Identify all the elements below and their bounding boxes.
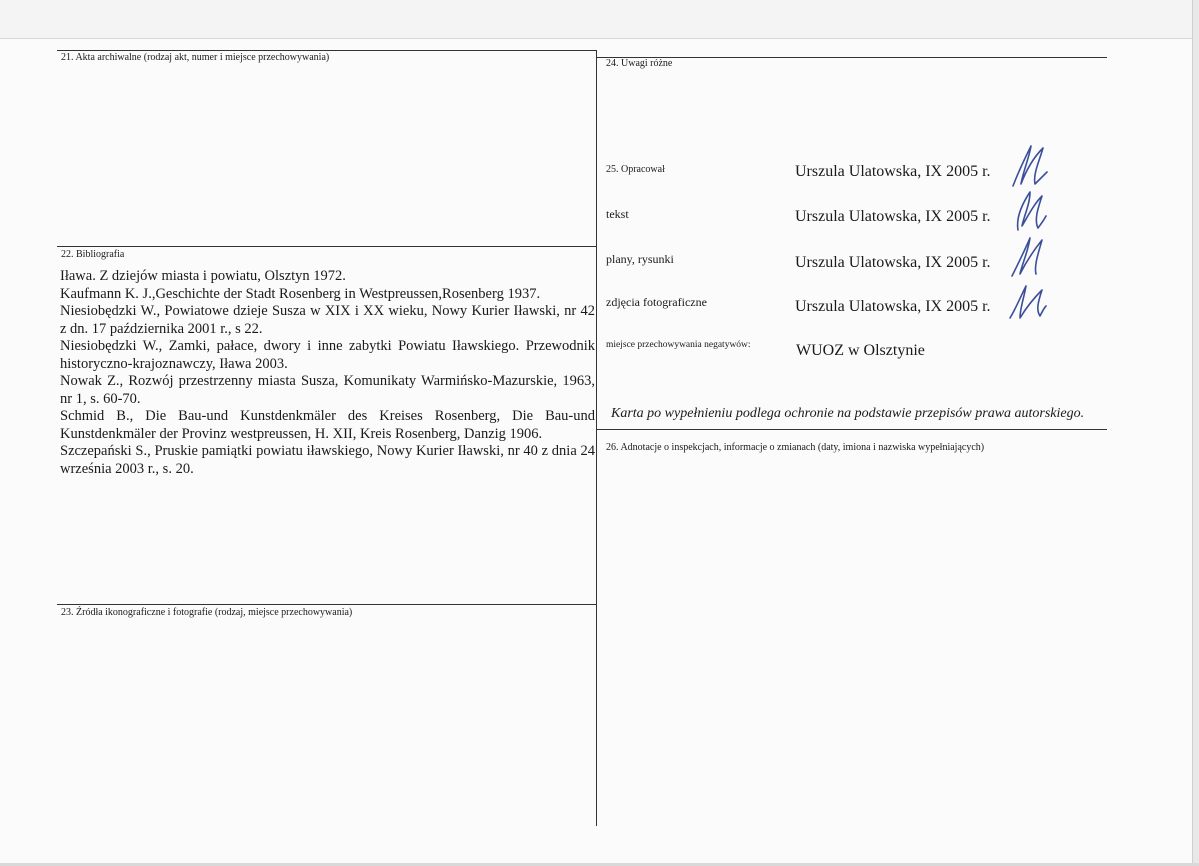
signature-plans xyxy=(1006,232,1048,280)
rule-center-divider xyxy=(596,50,597,826)
bibliography-entry: Kaufmann K. J.,Geschichte der Stadt Rosenberg in Westpreussen,Rosenberg 1937. xyxy=(60,285,541,302)
negatives-label: miejsce przechowywania negatywów: xyxy=(606,340,751,350)
section-21-label: 21. Akta archiwalne (rodzaj akt, numer i miejsce przechowywania) xyxy=(61,52,330,63)
section-25-label: 25. Opracował xyxy=(606,164,665,175)
bibliography-entry: Niesiobędzki W., Zamki, pałace, dwory i inne zabytki Powiatu Iławskiego. Przewodnik historyczno-krajoznawczy, Iława 2003. xyxy=(60,338,595,372)
photos-row-label: zdjęcia fotograficzne xyxy=(606,295,707,309)
author-value: Urszula Ulatowska, IX 2005 r. xyxy=(795,163,991,180)
signature-text xyxy=(1008,186,1050,234)
plans-row-value: Urszula Ulatowska, IX 2005 r. xyxy=(795,254,991,271)
copyright-note: Karta po wypełnieniu podlega ochronie na podstawie przepisów prawa autorskiego. xyxy=(611,406,1085,421)
bibliography-entry: Iława. Z dziejów miasta i powiatu, Olsztyn 1972. xyxy=(60,268,346,284)
rule-s22 xyxy=(57,246,597,247)
section-26-label: 26. Adnotacje o inspekcjach, informacje o zmianach (daty, imiona i nazwiska wypełniających) xyxy=(606,442,985,453)
rule-top-left xyxy=(57,50,597,51)
bibliography-entry: Szczepański S., Pruskie pamiątki powiatu iławskiego, Nowy Kurier Iławski, nr 40 z dnia 24 września 2003 r., s. 20. xyxy=(60,443,595,477)
signature-photos xyxy=(1004,278,1050,324)
text-row-label: tekst xyxy=(606,207,629,221)
photos-row-value: Urszula Ulatowska, IX 2005 r. xyxy=(795,298,991,315)
bibliography-entry: Schmid B., Die Bau-und Kunstdenkmäler des Kreises Rosenberg, Die Bau-und Kunstdenkmäler der Provinz westpreussen, H. XII, Kreis Rosenberg, Danzig 1906. xyxy=(60,408,595,442)
section-24-label: 24. Uwagi różne xyxy=(606,58,673,69)
signature-author xyxy=(1005,140,1055,190)
text-row-value: Urszula Ulatowska, IX 2005 r. xyxy=(795,208,991,225)
bibliography-list xyxy=(60,268,595,478)
plans-row-label: plany, rysunki xyxy=(606,252,674,266)
bibliography-entry: Nowak Z., Rozwój przestrzenny miasta Susza, Komunikaty Warmińsko-Mazurskie, 1963, nr 1, s. 60-70. xyxy=(60,373,595,407)
rule-top-right xyxy=(597,57,1107,58)
scan-top-edge xyxy=(0,0,1199,39)
negatives-value: WUOZ w Olsztynie xyxy=(796,342,925,359)
section-23-label: 23. Źródła ikonograficzne i fotografie (rodzaj, miejsce przechowywania) xyxy=(61,607,353,618)
section-22-label: 22. Bibliografia xyxy=(61,249,125,260)
scan-right-edge xyxy=(1192,0,1199,866)
rule-s26 xyxy=(597,429,1107,430)
bibliography-entry: Niesiobędzki W., Powiatowe dzieje Susza w XIX i XX wieku, Nowy Kurier Iławski, nr 42 z dn. 17 października 2001 r., s 22. xyxy=(60,303,595,337)
rule-s23 xyxy=(57,604,597,605)
